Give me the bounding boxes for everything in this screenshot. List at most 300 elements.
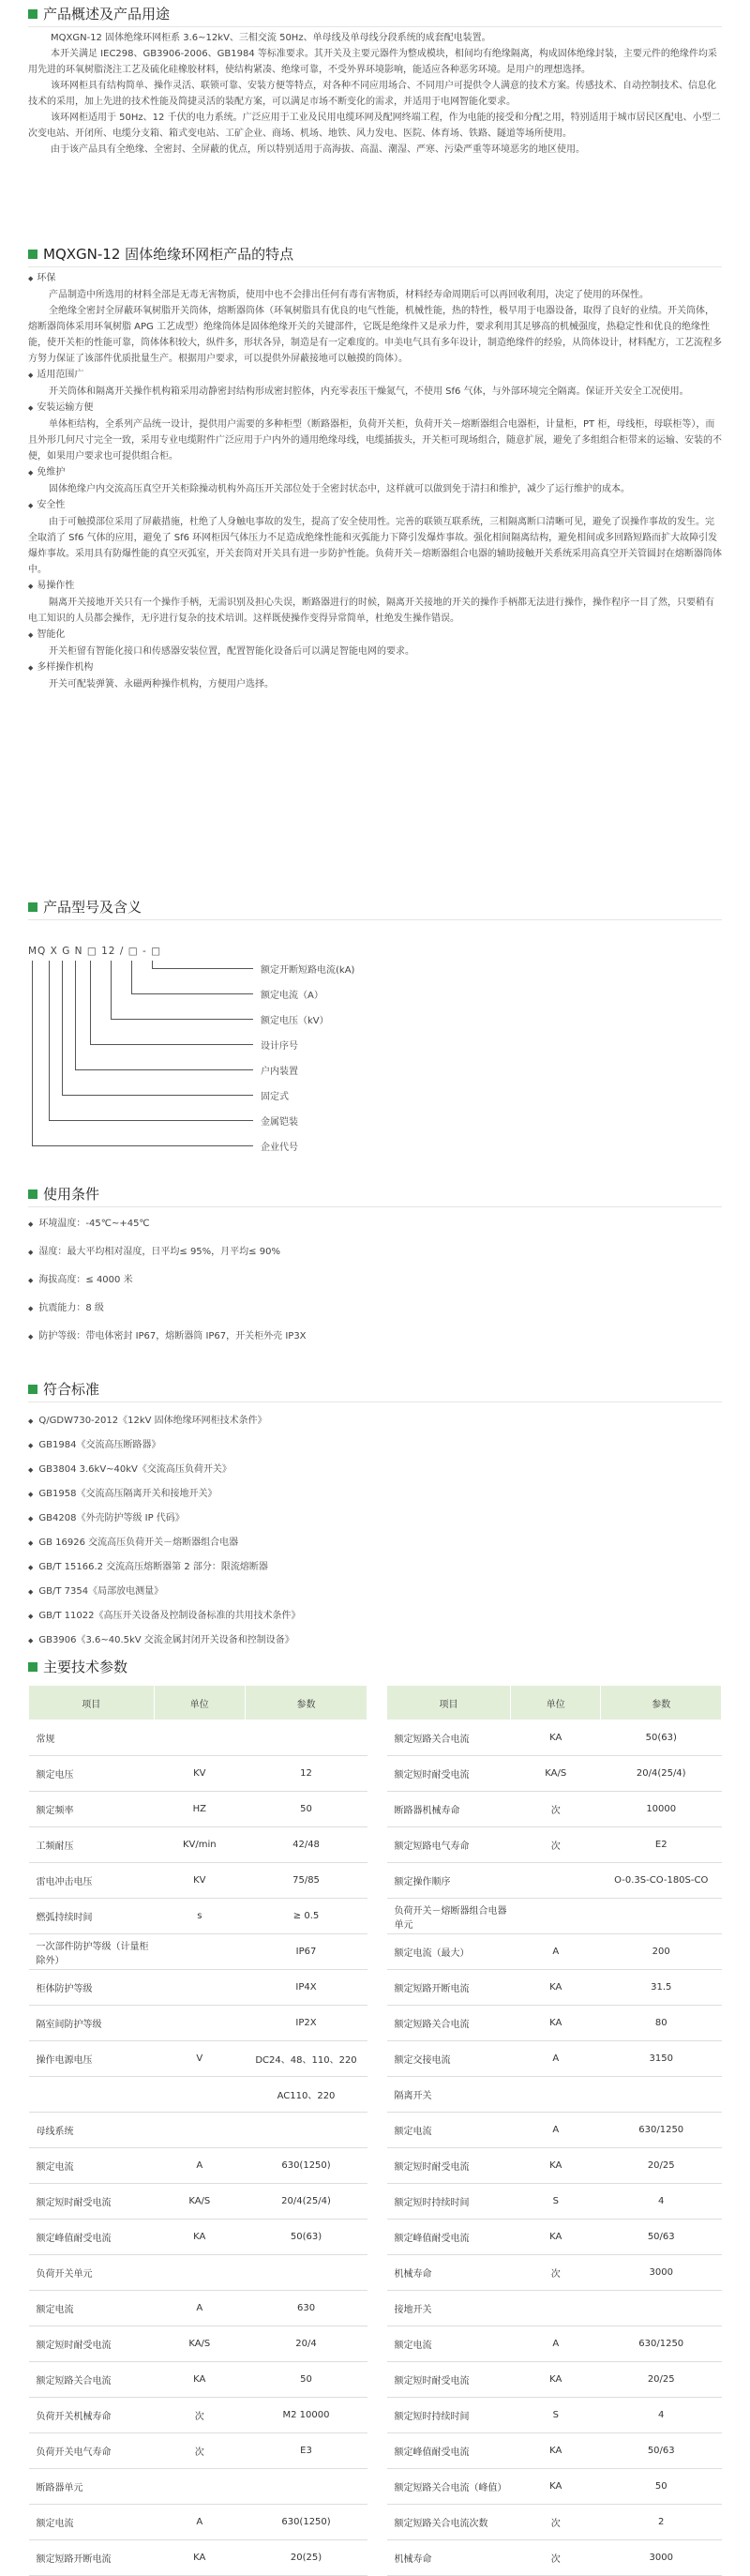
table-row [29, 2041, 368, 2077]
diamond-bullet-icon: ◆ [28, 631, 34, 639]
table-cell: 额定短路关合电流 [387, 2006, 511, 2041]
table-row [29, 2220, 368, 2255]
diamond-bullet-icon: ◆ [28, 1515, 34, 1523]
divider [28, 26, 722, 27]
standard-item [28, 1580, 722, 1604]
table-cell: 额定电流 [29, 2148, 155, 2184]
table-cell: 50(63) [601, 1720, 722, 1756]
table-cell: KA [154, 2220, 245, 2255]
table-cell: KA [511, 2433, 601, 2469]
table-cell: 4 [601, 2398, 722, 2433]
table-row [387, 1863, 722, 1899]
table-cell: 额定频率 [29, 1792, 155, 1827]
diamond-bullet-icon: ◆ [28, 1637, 34, 1644]
table-header: 单位 [511, 1686, 601, 1720]
diamond-bullet-icon: ◆ [28, 1466, 34, 1474]
feature-text: 开关筒体和隔离开关操作机构箱采用动静密封结构形成密封腔体，内充零表压干燥氮气，不使用 Sf6 气体，与外部环境完全隔离。保证开关安全工况使用。 [49, 386, 689, 397]
standard-item [28, 1629, 722, 1653]
table-cell: 额定短路关合电流次数 [387, 2505, 511, 2540]
model-label: 户内装置 [261, 1067, 298, 1077]
table-cell: 20/4(25/4) [601, 1756, 722, 1792]
model-label: 固定式 [261, 1092, 289, 1102]
condition-item [28, 1244, 722, 1261]
table-cell: 次 [511, 1827, 601, 1863]
table-cell: KA [511, 1720, 601, 1756]
table-row [29, 1934, 368, 1970]
table-cell: S [511, 2184, 601, 2220]
table-row [387, 2006, 722, 2041]
connector-line [131, 993, 253, 994]
table-row [29, 2505, 368, 2540]
diamond-bullet-icon: ◆ [28, 1539, 34, 1547]
feature-text: 由于可触摸部位采用了屏蔽措施，杜绝了人身触电事故的发生，提高了安全使用性。完善的联锁互联系统，三相隔离断口清晰可见，避免了误操作事故的发生。完全取消了 Sf6 气体的应用，避免了 Sf6 环网柜因气体压力不足造成绝缘性能和灭弧能力下降引发爆炸事故。强化相间隔离结构，避免相间或多回路短路而扩大故障引发爆炸事故。采用具有防爆性能的真空灭弧室，开关套筒对开关具有进一步防护性能。负荷开关－熔断器组合电器的辅助接触开关系统采用高真空开关管圆封在熔断器筒体中。 [28, 517, 722, 575]
table-cell: 隔离开关 [387, 2077, 511, 2113]
table-cell: 额定短时耐受电流 [29, 2326, 155, 2362]
connector-line [152, 961, 153, 968]
standard-item [28, 1482, 722, 1507]
table-cell: KA [154, 2362, 245, 2398]
table-row [387, 1756, 722, 1792]
table-cell: 31.5 [601, 1970, 722, 2006]
section-title: 使用条件 [43, 1186, 100, 1203]
table-cell: 额定峰值耐受电流 [29, 2220, 155, 2255]
table-cell [154, 2006, 245, 2041]
table-cell: 燃弧持续时间 [29, 1899, 155, 1934]
table-row [29, 1863, 368, 1899]
table-row [387, 2326, 722, 2362]
table-cell: 次 [511, 2255, 601, 2291]
table-cell [246, 1720, 368, 1756]
table-cell: 42/48 [246, 1827, 368, 1863]
feature-title: 易操作性 [37, 581, 75, 591]
model-label: 金属铠装 [261, 1117, 298, 1128]
table-row [387, 2184, 722, 2220]
spec-table-left [28, 1685, 368, 2576]
table-row [29, 2077, 368, 2113]
table-cell: 次 [511, 1792, 601, 1827]
table-row [387, 2220, 722, 2255]
table-row [29, 2148, 368, 2184]
table-cell: 630/1250 [601, 2326, 722, 2362]
connector-line [75, 1069, 253, 1070]
table-header: 项目 [29, 1686, 155, 1720]
feature-text: 单体柜结构，全系列产品统一设计，提供用户需要的多种柜型（断路器柜，负荷开关柜，负荷开关－熔断器组合电器柜，计量柜，PT 柜，母线柜，母联柜等），而且外形几何尺寸完全一致，采用专业电缆附件广泛应用于户内外的通用绝缘母线，电缆插拔头，开关柜可现场组合，随意扩展，避免了多组组合柜带来的运输、安装的不便，如果用户要求也可提供组合柜。 [28, 419, 722, 462]
table-cell: 额定短时持续时间 [387, 2184, 511, 2220]
square-bullet-icon [28, 902, 38, 912]
table-cell: KA [154, 2540, 245, 2576]
overview-paragraph: 本开关满足 IEC298、GB3906-2006、GB1984 等标准要求。其开关及主要元器件为整成模块，相间均有绝缘隔离，构成固体绝缘封装，主要元件的绝缘件均采用先进的环氧树脂浇注工艺及硫化硅橡胶材料，使结构紧凑、绝缘可靠，不受外界环境影响，能适应各种恶劣环境。是用户的理想选择。 [28, 49, 717, 75]
table-row [387, 2433, 722, 2469]
condition-item [28, 1328, 722, 1345]
table-cell [511, 2291, 601, 2326]
feature-title: 多样操作机构 [37, 662, 94, 673]
connector-line [75, 961, 76, 1069]
table-cell [511, 1899, 601, 1934]
table-cell: 630(1250) [246, 2148, 368, 2184]
table-cell: A [154, 2291, 245, 2326]
standard-text: GB1958《交流高压隔离开关和接地开关》 [38, 1489, 218, 1499]
table-row [387, 1934, 722, 1970]
standard-item [28, 1433, 722, 1458]
table-row [29, 2398, 368, 2433]
table-cell: 80 [601, 2006, 722, 2041]
section-title: 符合标准 [43, 1381, 100, 1398]
feature-heading [28, 400, 722, 417]
table-cell [246, 2255, 368, 2291]
feature-text: 全绝缘全密封全屏蔽环氧树脂开关筒体，熔断器筒体（环氧树脂具有优良的电气性能，机械性能，热的特性，极早用于电器设备，取得了良好的业绩。开关筒体，熔断器筒体采用环氧树脂 APG 工艺成型）绝缘筒体是固体绝缘开关的关键部件，它既是绝缘件又是承力件，要求利用其足够高的机械强度，热稳定性和优良的绝缘性能，使开关柜的性能可靠，筒体体积较大，纵件多，形状各异，制造是有一定难度的。申美电气具有多年设计，制造绝缘件的经验，从筒体设计，材料配方，工艺流程多方努力保证了该部件优质批量生产。根据用户要求，可以提供外屏蔽接地可以触摸的筒体）。 [28, 306, 722, 364]
square-bullet-icon [28, 1190, 38, 1199]
table-header: 参数 [246, 1686, 368, 1720]
section-features-heading [28, 244, 293, 264]
overview-paragraph: MQXGN-12 固体绝缘环网柜系 3.6~12kV、三相交流 50Hz、单母线及单母线分段系统的成套配电装置。 [51, 33, 491, 43]
table-cell: 隔室间防护等级 [29, 2006, 155, 2041]
table-header: 参数 [601, 1686, 722, 1720]
table-cell: 2 [601, 2505, 722, 2540]
divider [28, 1206, 722, 1207]
table-cell: KV/min [154, 1827, 245, 1863]
section-model-heading [28, 897, 142, 917]
diamond-bullet-icon: ◆ [28, 469, 34, 477]
table-cell: 75/85 [246, 1863, 368, 1899]
diamond-bullet-icon: ◆ [28, 1442, 34, 1449]
table-cell [154, 2077, 245, 2113]
diamond-bullet-icon: ◆ [28, 404, 34, 412]
table-cell: 50/63 [601, 2220, 722, 2255]
divider [28, 919, 722, 920]
model-label: 额定开断短路电流(kA) [261, 965, 355, 976]
table-row [387, 1720, 722, 1756]
table-row [29, 1720, 368, 1756]
table-row [387, 1827, 722, 1863]
diamond-bullet-icon: ◆ [28, 1491, 34, 1498]
table-cell: KA/S [511, 1756, 601, 1792]
table-cell: A [154, 2505, 245, 2540]
table-cell: S [511, 2398, 601, 2433]
connector-line [90, 1044, 253, 1045]
table-cell [511, 1863, 601, 1899]
table-cell: 630 [246, 2291, 368, 2326]
feature-heading [28, 497, 722, 514]
table-cell: HZ [154, 1792, 245, 1827]
standard-text: GB3804 3.6kV~40kV《交流高压负荷开关》 [38, 1464, 232, 1475]
diamond-bullet-icon: ◆ [28, 664, 34, 672]
table-cell: 接地开关 [387, 2291, 511, 2326]
diamond-bullet-icon: ◆ [28, 583, 34, 590]
table-cell: 额定电流 [387, 2113, 511, 2148]
section-title: 主要技术参数 [43, 1659, 128, 1675]
table-cell: 断路器机械寿命 [387, 1792, 511, 1827]
table-cell: 4 [601, 2184, 722, 2220]
table-cell: 50 [246, 2362, 368, 2398]
feature-text: 开关可配装弹簧、永磁两种操作机构，方便用户选择。 [49, 679, 274, 689]
standard-text: GB1984《交流高压断路器》 [38, 1440, 161, 1450]
table-row [387, 2113, 722, 2148]
condition-item [28, 1300, 722, 1317]
standard-text: GB4208《外壳防护等级 IP 代码》 [38, 1513, 185, 1523]
table-cell [154, 1720, 245, 1756]
table-cell: KA [511, 2362, 601, 2398]
table-row [29, 1827, 368, 1863]
table-cell [154, 1970, 245, 2006]
diamond-bullet-icon: ◆ [28, 1333, 34, 1341]
table-cell: 额定短时耐受电流 [387, 2362, 511, 2398]
standard-item [28, 1458, 722, 1482]
table-cell: 额定短时耐受电流 [387, 2148, 511, 2184]
table-cell: 额定电流 [29, 2505, 155, 2540]
table-cell: 次 [511, 2505, 601, 2540]
table-cell: 额定操作顺序 [387, 1863, 511, 1899]
table-cell: O-0.3S-CO-180S-CO [601, 1863, 722, 1899]
table-cell: 断路器单元 [29, 2469, 155, 2505]
square-bullet-icon [28, 1662, 38, 1672]
table-cell: KA [511, 2148, 601, 2184]
diamond-bullet-icon: ◆ [28, 1220, 34, 1228]
table-row [387, 2041, 722, 2077]
overview-paragraph: 由于该产品具有全绝缘、全密封、全屏蔽的优点，所以特别适用于高海拔、高温、潮湿、严寒、污染严重等环境恶劣的地区使用。 [51, 144, 585, 155]
table-cell: 机械寿命 [387, 2540, 511, 2576]
table-cell: 负荷开关机械寿命 [29, 2398, 155, 2433]
table-cell: 额定峰值耐受电流 [387, 2220, 511, 2255]
table-cell: A [511, 2041, 601, 2077]
table-cell: 次 [511, 2540, 601, 2576]
table-cell: 额定交接电流 [387, 2041, 511, 2077]
table-cell [246, 2113, 368, 2148]
square-bullet-icon [28, 1385, 38, 1394]
section-params-heading [28, 1657, 128, 1676]
feature-heading [28, 627, 722, 644]
features-body [28, 270, 722, 692]
table-cell: 操作电源电压 [29, 2041, 155, 2077]
diamond-bullet-icon: ◆ [28, 1588, 34, 1596]
table-row [29, 2255, 368, 2291]
feature-text: 隔离开关接地开关只有一个操作手柄，无需识别及担心失误，断路器进行的时候，隔离开关接地的开关的操作手柄都无法进行操作，操作程序一目了然，只要稍有电工知识的人员都会操作，无序进行复杂的技术培训。这样既使操作变得异常简单，杜绝发生操作错误。 [28, 598, 714, 624]
table-row [387, 2469, 722, 2505]
table-row [29, 2433, 368, 2469]
section-conditions-heading [28, 1184, 99, 1204]
table-cell: 常规 [29, 1720, 155, 1756]
table-row [387, 2291, 722, 2326]
section-title: 产品概述及产品用途 [43, 6, 171, 23]
diamond-bullet-icon: ◆ [28, 1417, 34, 1425]
standard-text: GB/T 11022《高压开关设备及控制设备标准的共用技术条件》 [38, 1611, 301, 1621]
table-cell: 20/25 [601, 2148, 722, 2184]
feature-heading [28, 578, 722, 595]
diamond-bullet-icon: ◆ [28, 1249, 34, 1256]
overview-paragraph: 该环网柜具有结构简单、操作灵活、联锁可靠、安装方便等特点，对各种不同应用场合、不同用户可提供令人满意的技术方案。传感技术、自动控制技术、信息化技术的采用，加上先进的技术性能及简捷灵活的装配方案，可以满足市场不断变化的需求，并适用于电网智能化要求。 [28, 81, 716, 107]
model-label: 额定电流（A） [261, 991, 323, 1001]
table-cell: 雷电冲击电压 [29, 1863, 155, 1899]
table-row [387, 2362, 722, 2398]
feature-title: 环保 [37, 273, 56, 283]
table-cell [154, 2255, 245, 2291]
table-cell: 额定电压 [29, 1756, 155, 1792]
table-header: 项目 [387, 1686, 511, 1720]
table-cell: 额定电流 [387, 2326, 511, 2362]
table-cell: 额定短路开断电流 [387, 1970, 511, 2006]
connector-line [111, 1019, 253, 1020]
table-row [387, 2148, 722, 2184]
table-cell: 额定电流 [29, 2291, 155, 2326]
feature-heading [28, 464, 722, 481]
condition-text: 环境温度：-45℃~+45℃ [38, 1219, 150, 1229]
table-cell: A [511, 2326, 601, 2362]
table-cell: IP67 [246, 1934, 368, 1970]
connector-line [49, 961, 50, 1120]
table-row [387, 2540, 722, 2576]
table-cell: 额定短路关合电流 [387, 1720, 511, 1756]
table-row [387, 2255, 722, 2291]
table-cell: 10000 [601, 1792, 722, 1827]
table-cell: 工频耐压 [29, 1827, 155, 1863]
overview-body [28, 30, 722, 158]
square-bullet-icon [28, 250, 38, 259]
table-row [29, 2291, 368, 2326]
table-header: 单位 [154, 1686, 245, 1720]
diamond-bullet-icon: ◆ [28, 1277, 34, 1284]
table-cell: 3000 [601, 2540, 722, 2576]
table-cell: M2 10000 [246, 2398, 368, 2433]
table-row [387, 2505, 722, 2540]
standard-text: GB3906《3.6~40.5kV 交流金属封闭开关设备和控制设备》 [38, 1635, 294, 1645]
standard-text: GB 16926 交流高压负荷开关－熔断器组合电器 [38, 1538, 239, 1548]
table-row [387, 2398, 722, 2433]
feature-title: 免维护 [37, 467, 66, 477]
table-cell [154, 2113, 245, 2148]
table-row [387, 1970, 722, 2006]
table-cell: 3150 [601, 2041, 722, 2077]
condition-item [28, 1272, 722, 1289]
table-cell [511, 2077, 601, 2113]
standard-item [28, 1531, 722, 1555]
section-overview-heading [28, 4, 170, 23]
table-cell: 20/4 [246, 2326, 368, 2362]
table-cell: AC110、220 [246, 2077, 368, 2113]
table-cell: 额定短路关合电流（峰值） [387, 2469, 511, 2505]
diamond-bullet-icon: ◆ [28, 502, 34, 509]
table-cell: 20(25) [246, 2540, 368, 2576]
model-label: 额定电压（kV） [261, 1016, 329, 1026]
table-cell: 50 [246, 1792, 368, 1827]
overview-paragraph: 该环网柜适用于 50Hz、12 千伏的电力系统。广泛应用于工业及民用电缆环网及配网终端工程，作为电能的接受和分配之用，特别适用于城市居民区配电、小型二次变电站、开闭所、电缆分支箱、箱式变电站、工矿企业、商场、机场、地铁、风力发电、医院、体育场、铁路、隧道等场所使用。 [28, 113, 721, 139]
table-cell: 额定电流（最大） [387, 1934, 511, 1970]
table-row [387, 2077, 722, 2113]
standards-list [28, 1409, 722, 1653]
table-row [29, 2469, 368, 2505]
table-cell [29, 2077, 155, 2113]
table-cell: KA [511, 1970, 601, 2006]
table-cell [154, 1934, 245, 1970]
feature-title: 适用范围广 [37, 370, 84, 380]
table-row [29, 2540, 368, 2576]
feature-title: 安装运输方便 [37, 402, 94, 413]
condition-item [28, 1216, 722, 1233]
table-cell: 柜体防护等级 [29, 1970, 155, 2006]
table-cell: 额定短时耐受电流 [29, 2184, 155, 2220]
table-cell: 额定短路开断电流 [29, 2540, 155, 2576]
section-title: 产品型号及含义 [43, 899, 142, 916]
table-cell: 负荷开关单元 [29, 2255, 155, 2291]
table-header-row [387, 1686, 722, 1720]
table-cell: 20/4(25/4) [246, 2184, 368, 2220]
table-cell: KA/S [154, 2326, 245, 2362]
model-label: 设计序号 [261, 1041, 298, 1052]
table-row [387, 1899, 722, 1934]
diamond-bullet-icon: ◆ [28, 275, 34, 282]
table-row [29, 2326, 368, 2362]
table-cell: KA [511, 2469, 601, 2505]
table-cell: ≥ 0.5 [246, 1899, 368, 1934]
condition-text: 防护等级：带电体密封 IP67，熔断器筒 IP67，开关柜外壳 IP3X [38, 1331, 307, 1341]
spec-table-right [386, 1685, 722, 2576]
diamond-bullet-icon: ◆ [28, 1564, 34, 1571]
table-cell: 次 [154, 2398, 245, 2433]
table-cell: 50 [601, 2469, 722, 2505]
table-cell [601, 2077, 722, 2113]
feature-heading [28, 367, 722, 384]
standard-text: GB/T 15166.2 交流高压熔断器第 2 部分：限流熔断器 [38, 1562, 268, 1572]
diamond-bullet-icon: ◆ [28, 371, 34, 379]
table-row [29, 1899, 368, 1934]
table-cell: 额定短时耐受电流 [387, 1756, 511, 1792]
table-cell: 母线系统 [29, 2113, 155, 2148]
table-cell: DC24、48、110、220 [246, 2041, 368, 2077]
table-cell: 630(1250) [246, 2505, 368, 2540]
feature-heading [28, 659, 722, 676]
condition-text: 抗震能力：8 级 [38, 1303, 104, 1313]
table-cell: 次 [154, 2433, 245, 2469]
conditions-list [28, 1216, 722, 1356]
feature-title: 智能化 [37, 629, 66, 640]
table-row [29, 1792, 368, 1827]
table-cell: 额定短路关合电流 [29, 2362, 155, 2398]
feature-text: 固体绝缘户内交流高压真空开关柜除操动机构外高压开关部位处于全密封状态中，这样就可以做到免于清扫和维护，减少了运行维护的成本。 [49, 484, 630, 494]
square-bullet-icon [28, 9, 38, 19]
table-cell: 负荷开关－熔断器组合电器单元 [387, 1899, 511, 1934]
table-cell: KA/S [154, 2184, 245, 2220]
table-cell [601, 2291, 722, 2326]
standard-text: GB/T 7354《局部放电测量》 [38, 1586, 164, 1597]
connector-line [62, 961, 63, 1095]
table-cell: 额定短路电气寿命 [387, 1827, 511, 1863]
table-cell: 20/25 [601, 2362, 722, 2398]
table-cell: 200 [601, 1934, 722, 1970]
connector-line [62, 1095, 253, 1096]
table-cell: IP2X [246, 2006, 368, 2041]
table-cell: 一次部件防护等级（计量柜除外） [29, 1934, 155, 1970]
table-cell: A [154, 2148, 245, 2184]
table-row [387, 1792, 722, 1827]
section-title: MQXGN-12 固体绝缘环网柜产品的特点 [43, 246, 294, 263]
table-cell [601, 1899, 722, 1934]
table-row [29, 1756, 368, 1792]
connector-line [131, 961, 132, 993]
standard-item [28, 1555, 722, 1580]
condition-text: 湿度：最大平均相对湿度，日平均≤ 95%，月平均≤ 90% [38, 1247, 280, 1257]
table-cell: 负荷开关电气寿命 [29, 2433, 155, 2469]
diamond-bullet-icon: ◆ [28, 1613, 34, 1620]
standard-item [28, 1507, 722, 1531]
condition-text: 海拔高度：≤ 4000 米 [38, 1275, 133, 1285]
diamond-bullet-icon: ◆ [28, 1305, 34, 1312]
table-cell: 额定峰值耐受电流 [387, 2433, 511, 2469]
feature-text: 开关柜留有智能化接口和传感器安装位置，配置智能化设备后可以满足智能电网的要求。 [49, 646, 414, 657]
table-cell: A [511, 1934, 601, 1970]
connector-line [111, 961, 112, 1019]
model-code: MQ X G N □ 12 / □ - □ [28, 946, 161, 957]
standard-text: Q/GDW730-2012《12kV 固体绝缘环网柜技术条件》 [38, 1416, 267, 1426]
table-cell: KA [511, 2006, 601, 2041]
table-header-row [29, 1686, 368, 1720]
